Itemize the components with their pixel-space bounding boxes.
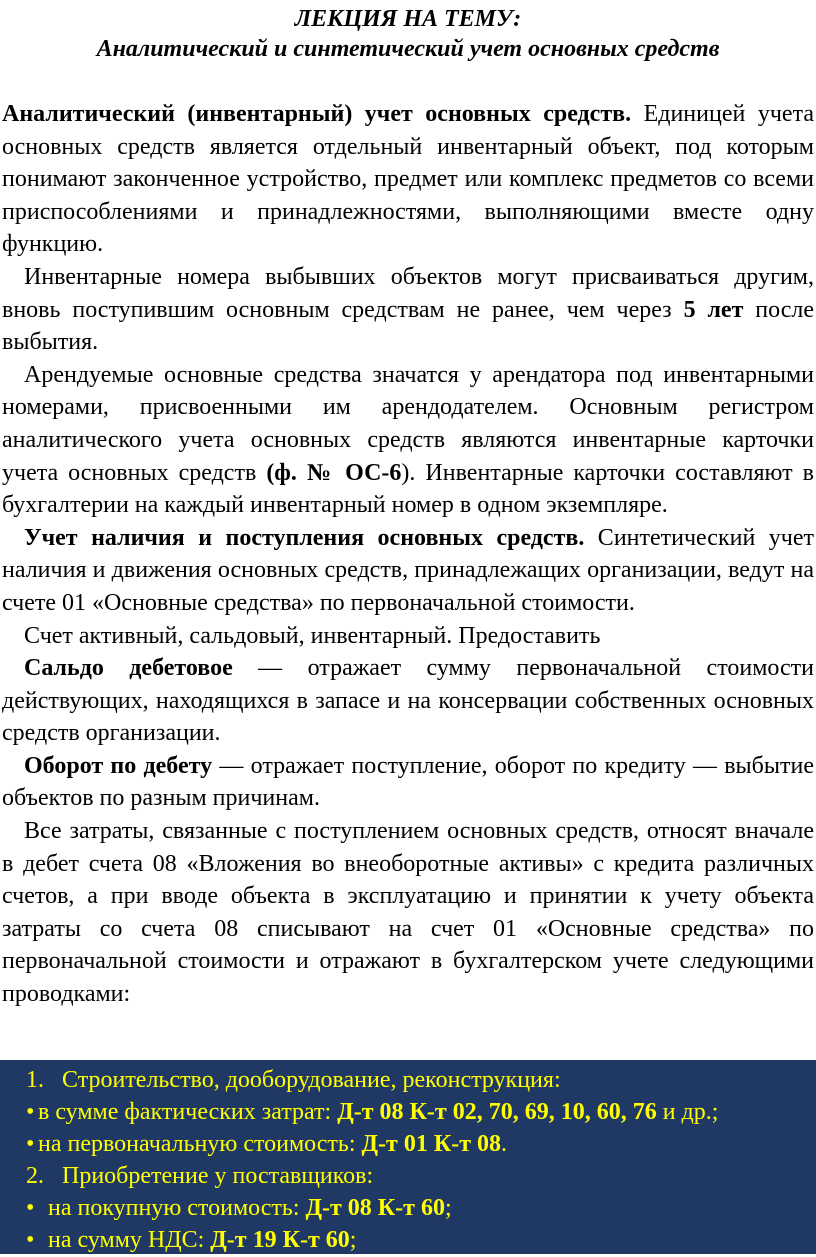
heading-analytical: Аналитический (инвентарный) учет основных средств. bbox=[2, 101, 632, 127]
heading-synthetic: Учет наличия и поступления основных средств. bbox=[24, 524, 585, 551]
list-text: Приобретение у поставщиков: bbox=[62, 1163, 374, 1189]
emphasis-form: (ф. № ОС-6 bbox=[266, 459, 402, 486]
list-text: на сумму НДС: bbox=[48, 1227, 211, 1253]
list-text: . bbox=[501, 1131, 508, 1157]
bullet-icon: • bbox=[26, 1195, 35, 1221]
paragraph-text: после выбытия. bbox=[2, 296, 814, 356]
term-debit-turnover: Оборот по дебету bbox=[24, 752, 213, 779]
list-text: ; bbox=[444, 1195, 452, 1221]
list-item bbox=[26, 1064, 561, 1097]
emphasis-years: 5 лет bbox=[683, 296, 744, 323]
paragraph-text: — отражает сумму первоначальной стоимости действующих, находящихся в запасе и на консервации собственных основных средств организации. bbox=[2, 655, 814, 747]
paragraph-text: Синтетический учет наличия и движения основных средств, принадлежащих организации, ведут на счете 01 «Основные средства» по первоначальной стоимости. bbox=[2, 524, 814, 616]
list-item bbox=[26, 1224, 356, 1257]
list-number: 2. bbox=[26, 1163, 44, 1189]
lecture-heading: ЛЕКЦИЯ НА ТЕМУ: bbox=[294, 6, 522, 32]
list-text: Строительство, дооборудование, реконструкция: bbox=[62, 1067, 561, 1093]
bullet-icon: • bbox=[26, 1099, 35, 1125]
entries-box bbox=[0, 1060, 816, 1254]
posting-entry: Д-т 01 К-т 08 bbox=[361, 1131, 502, 1157]
paragraph-debit-turnover bbox=[2, 750, 814, 815]
paragraph-inventory-numbers bbox=[2, 261, 814, 359]
paragraph-synthetic bbox=[2, 522, 814, 620]
bullet-icon: • bbox=[26, 1131, 35, 1157]
list-text: ; bbox=[349, 1227, 357, 1253]
list-text: на покупную стоимость: bbox=[48, 1195, 306, 1221]
term-debit-balance: Сальдо дебетовое bbox=[24, 655, 233, 682]
lecture-topic: Аналитический и синтетический учет основных средств bbox=[96, 36, 720, 62]
list-number: 1. bbox=[26, 1067, 44, 1093]
list-item bbox=[26, 1192, 452, 1225]
bullet-icon: • bbox=[26, 1227, 35, 1253]
paragraph-costs: Все затраты, связанные с поступлением основных средств, относят вначале в дебет счета 08 «Вложения во внеоборотные активы» с кредита различных счетов, а при вводе объекта в эксплуатацию и принятии к учету объекта затраты со счета 08 списывают на счет 01 «Основные средства» по первоначальной стоимости и отражают в бухгалтерском учете следующими проводками: bbox=[2, 818, 814, 1008]
paragraph-text: Инвентарные номера выбывших объектов могут присваиваться другим, вновь поступившим основным средствам не ранее, чем через bbox=[2, 263, 814, 323]
list-text: в сумме фактических затрат: bbox=[38, 1099, 338, 1125]
paragraph-account-type: Счет активный, сальдовый, инвентарный. Предоставить bbox=[24, 622, 601, 649]
posting-entry: Д-т 19 К-т 60 bbox=[210, 1227, 350, 1253]
paragraph-text: Арендуемые основные средства значатся у арендатора под инвентарными номерами, присвоенными им арендодателем. Основным регистром аналитического учета основных средств являются инвентарные карточки учета основных средств bbox=[2, 361, 814, 486]
paragraph-analytical bbox=[2, 98, 814, 261]
paragraph-text: — отражает поступление, оборот по кредиту — выбытие объектов по разным причинам. bbox=[2, 752, 814, 812]
lecture-body bbox=[2, 98, 814, 1011]
list-item bbox=[26, 1128, 507, 1161]
list-text: и др.; bbox=[656, 1099, 719, 1125]
paragraph-text: Единицей учета основных средств является отдельный инвентарный объект, под которым понимают законченное устройство, предмет или комплекс предметов со всеми приспособлениями и принадлежностями, выполняющими вместе одну функцию. bbox=[2, 101, 814, 258]
paragraph-leased bbox=[2, 359, 814, 522]
posting-entry: Д-т 08 К-т 60 bbox=[305, 1195, 445, 1221]
list-text: на первоначальную стоимость: bbox=[38, 1131, 362, 1157]
posting-entry: Д-т 08 К-т 02, 70, 69, 10, 60, 76 bbox=[337, 1099, 657, 1125]
list-item bbox=[26, 1160, 373, 1193]
paragraph-debit-balance bbox=[2, 652, 814, 750]
paragraph-text: ). Инвентарные карточки составляют в бухгалтерии на каждый инвентарный номер в одном экземпляре. bbox=[2, 459, 814, 519]
list-item bbox=[26, 1096, 718, 1129]
